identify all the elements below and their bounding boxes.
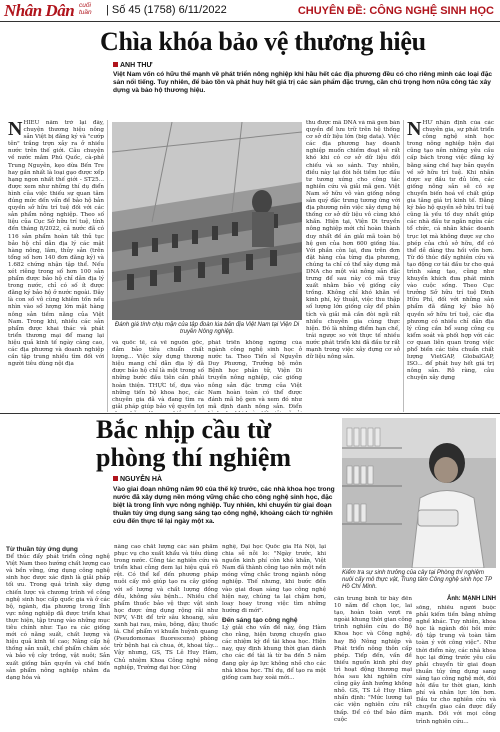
article1-lead: Việt Nam vốn có hữu thế mạnh về phát triển nông nghiệp khi hầu hết các địa phương đều có cho riêng mình các loại đặc sản nổi tiếng. Tuy nhiên, để bảo tồn và phát huy hết giá trị các sản phẩm đặc trưng, cần chú trọng hơn nữa công tác xây dựng và bảo hộ thương hiệu. (113, 71, 493, 94)
square-bullet-icon (113, 62, 118, 67)
article2-col1: Từ thuần túy ứng dụng Để thúc đẩy phát triển công nghệ Việt Nam theo hướng chất lượng cao và bền vững, ứng dụng công nghệ sinh học được xác định là giải pháp tối ưu. Trong quá trình xây dựng chiến lược và chương trình về công nghệ sinh học cấp quốc gia và ở các bộ, ngành, địa phương trong lĩnh vực nông nghiệp đã được triển khai thực hiện, tập trung vào những mục tiêu chính như: Tạo ra các giống mới có năng suất, chất lượng và hiệu quả kinh tế cao; Nâng cấp hệ thống sản xuất, chế phẩm chăm sóc và bảo vệ cây trồng, vật nuôi; Sản xuất giống bản quyền và chế biến sản phẩm nông nghiệp nhằm đa dạng hóa và (6, 546, 110, 681)
article1-byline (113, 62, 152, 69)
section-title: CHUYÊN ĐỀ: CÔNG NGHỆ SINH HỌC (297, 5, 494, 17)
article1-title: Chìa khóa bảo vệ thương hiệu (100, 27, 426, 56)
subheading: Từ thuần túy ứng dụng (6, 546, 78, 553)
article1-photo (112, 122, 302, 320)
article-divider (0, 413, 500, 414)
article1-col2: và quốc tế, cả về nguồn gốc, đảm bảo tiêu chuẩn chất lượng... Việc xây dựng thương hiệu mang chỉ dẫn địa lý đã được bảo hộ chỉ là một trong số những bước đầu tiên cần phải hoàn thiện. THỰC tế, dựa vào những tiến bộ khoa học, các chuyên gia đã và đang tìm ra giải pháp giúp bảo vệ quyền lợi (112, 340, 204, 410)
photo-credit: Ảnh: MẠNH LINH (447, 596, 496, 602)
dropcap: N (8, 120, 23, 140)
newspaper-logo: Nhân Dân (4, 1, 75, 20)
column-divider (403, 120, 404, 412)
article2-title: Bắc nhịp cầu từ phòng thí nghiệm (96, 415, 292, 472)
subheading: Đến sáng tạo công nghệ (222, 616, 298, 624)
issue-info: | Số 45 (1758) 6/11/2022 (106, 4, 227, 16)
article2-lead: Vào giai đoạn những năm 90 của thế kỷ trước, các nhà khoa học trong nước đã xây dựng nền móng vững chắc cho công nghệ sinh học, đặc biệt là trong lĩnh vực nông nghiệp. Tuy nhiên, khi chuyển từ giai đoạn thuần túy ứng dụng sang sáng tạo công nghệ, khoảng cách từ nghiên cứu đến thực tế lại ngày một xa. (113, 486, 335, 525)
article1-col1: NHIỀU năm trở lại đây, chuyện thương hiệu nông sản Việt bị đăng ký và "cướp tên" trắng trợn xảy ra ở nhiều nước trên thế giới. Câu chuyện về nước mắm Phú Quốc, cà-phê Trung Nguyên, kẹo dừa Bến Tre hay gần nhất là loại gạo được xếp hạng ngon nhất thế giới - ST25... được xem như những thí dụ điển hình của việc thiếu sự quan tâm đúng mức đến vấn đề bảo hộ bản quyền sở hữu trí tuệ đối với các sản phẩm nông nghiệp. Theo số liệu của Cục Sở hữu trí tuệ, tính đến tháng 8/2022, cả nước đã có 116 sản phẩm hoàn tất thủ tục bảo hộ chỉ dẫn địa lý các mặt hàng nông, lâm, thủy sản (trên tổng số hơn 140 đơn đăng ký) và 1.682 chứng nhận tập thể. Nếu xét riêng trong số hơn 100 sản phẩm được bảo hộ chỉ dẫn địa lý trong nước, chỉ có số ít được đăng ký bảo hộ ở nước ngoài. Đây là con số vô cùng khiêm tốn nếu nhìn vào số lượng lớn mặt hàng nông sản tiềm năng của Việt Nam. Trong khi, nhiều các sản phẩm được khai thác và phát triển thương mại để mang lại hiệu quả kinh tế ngày càng cao, các địa phương và doanh nghiệp cần tập trung nhiều tìm đối với người tiêu dùng nội địa (8, 120, 104, 368)
article1-photo-caption: Đánh giá tính chịu mặn của tập đoàn lúa bản địa Việt Nam tại Viện Di truyền Nông nghiệp. (114, 322, 300, 336)
byline-text: NGUYỄN HÀ (120, 476, 163, 483)
article1-col5: NHƯ nhận định của các chuyên gia, sự phát triển công nghệ sinh học trong nông nghiệp hiện đại cũng tạo nên những yêu cầu cấp bách trong việc đăng ký bằng sáng chế hay bản quyền về sở hữu trí tuệ. Khi nhãn dược sự đầu tư đủ lớn, các giống nông sản sẽ có sự chuyển biến hoá về chất giúp gia tăng giá trị kinh tế. Đăng ký bảo hộ quyền sở hữu trí tuệ cũng là yếu tố duy nhất giúp các nhà đầu tư ngăn ngừa các tổ chức, cá nhân khác doanh trục lợi mà không được sự cho phép của chủ sở hữu, để có thể dễ dàng thu hồi vốn hơn. Từ đó thúc đẩy nghiên cứu và tạo động cơ tái đầu tư cho quá trình sáng tạo, cũng như khuyến khích đưa phát minh vào cuộc sống. Theo Cục trưởng Sở hữu trí tuệ Đinh Hữu Phí, đối với những sản phẩm đã đăng ký bảo hộ quyền sở hữu trí tuệ, các địa phương có nhiều chỉ dẫn địa lý cũng cần bổ sung công cụ kiểm soát và phối hợp với các cơ quan liên quan trong việc phổ biến các tiêu chuẩn chất lượng VietGAP, GlobalGAP, ISO... để phát huy hết giá trị nông sản. Rõ ràng, câu chuyện xây dựng (407, 120, 494, 382)
column-divider (107, 120, 108, 412)
article2-col4: cần trung bình từ bảy đến 10 năm để chọn lọc, lai tạo, hoàn toàn vượt ra ngoài khung thời gian công trình nghiên cứu do Bộ Khoa học và Công nghệ, hay Bộ Nông nghiệp và Phát triển nông thôn cấp phép. Tiếp đến, vấn đề thiếu nguồn kinh phí duy trì hoạt động thương mại hóa sau khi nghiên cứu cũng gây ảnh hưởng không nhỏ. GS, TS Lê Huy Hàm nhấn định: "Mức lương tại các viện nghiên cứu rất thấp. Để có thể bảo đảm cuộc (334, 596, 412, 723)
article2-col3: nghệ, Đại học Quốc gia Hà Nội, lại chia sẻ nỗi lo: "Ngày trước, khi nguồn kinh phí còn khó khăn, Việt Nam đã thành công tạo nên một nền móng vững chắc trong ngành nông nghiệp. Thế nhưng, khi bước đến vào giai đoạn sáng tạo công nghệ hiện nay, chúng ta lại chậm hơn, loay hoay trong việc tìm những hướng đi mới". Đến sáng tạo công nghệ Lý giải cho vấn đề này, ông Hàm cho rằng, hiện tượng chuyển giao các nhiệm kỳ đề tài khoa học. Hiện nay, quy định khung thời gian dành cho các đề tài là từ ba đến 5 năm đang gây áp lực không nhỏ cho các nhà khoa học. Thí dụ, để tạo ra một giống cam hay xoài mới... (222, 544, 326, 681)
byline-text: ANH THƯ (120, 62, 153, 69)
article2-photo (342, 418, 496, 568)
article1-col4: thu được mã DNA và mã gen bản quyền để lưu trữ trên hệ thống cơ sở dữ liệu lớn (big data). Việc các địa phương hay doanh nghiệp muốn chiếm đoạt sẽ rất khó khi có cơ sở dữ liệu đối chiếu và so sánh. Tuy nhiên, điều này lại đòi hỏi tiềm lực đầu tư tương xứng cho công tác nghiên cứu và giải mã gen. Việt Nam sở hữu vô vàn giống nông sản quý đặc trưng tương ứng với địa phương nên việc xây dựng hệ thống cơ sở dữ liệu vô cùng khó khăn. Hiện tại, Viện Di truyền nông nghiệp mới chỉ hoàn thành duy nhất đề án giải mã toàn bộ hệ gen của hơn 600 giống lúa. Với phần còn lại, đưa trên đơn đặt hàng của từng địa phương, chúng ta chỉ có thể xây dựng mã DNA cho một vài nông sản đặc trưng để sau này có mã truy xuất nhằm bảo vệ giống cây trồng. Không chỉ khó khăn về kinh phí, kỹ thuật, việc thu thập số lượng lớn giống cây để phân tích và giải mã cần đòi ngũ rất nhiều chuyên gia cùng thực hiện. Đó là những điểm hạn chế, trái ngược so với thực tế nhiều nước phát triển khi đã đầu tư rất mạnh trong việc xây dựng cơ sở dữ liệu nông sản. (306, 120, 400, 361)
article2-photo-caption: Kiểm tra sự sinh trưởng của cây tại Phòng thí nghiệm nuôi cấy mô thực vật, Trung tâm Công nghệ sinh học TP Hồ Chí Minh. (342, 570, 492, 591)
article1-col3: phát triển không ngừng của ngành công nghệ sinh học ở nước ta. Theo Tiến sĩ Nguyễn Duy Phương, Trưởng bộ môn Bệnh học phân tử, Viện Di truyền nông nghiệp, các giống nông sản đặc trưng của Việt Nam hoàn toàn có thể được đánh mã bộ gen và xem đó như mã định danh nông sản. Điển (208, 340, 302, 410)
logo-suffix: cuối tuần (79, 2, 92, 16)
article2-col5: sống, nhiều người buộc phải kiếm tiền bằng những nghề khác. Tuy nhiên, khoa học là ngành đòi hỏi mức độ tập trung và toàn tâm toàn ý với công việc". Như thời điểm này, các nhà khoa học lại đứng trước yêu cầu phải chuyển từ giai đoạn thuần túy ứng dụng sang sáng tạo công nghệ mới, đòi hỏi đầu tư thời gian, kinh phí và nhân lực lớn hơn. Đầu tư cho nghiên cứu và chuyển giao cần được đẩy mạnh. Đối với mọi công trình nghiên cứu... (416, 605, 496, 725)
masthead (0, 0, 500, 22)
article2-byline (113, 476, 162, 483)
dropcap: N (407, 120, 422, 140)
article2-col2: nâng cao chất lượng các sản phẩm phục vụ cho xuất khẩu và tiêu dùng trong nước. Công tác nghiên cứu và triển khai cũng đem lại hiệu quả rõ rệt. Có thể kể đến phương pháp nuôi cấy mô giúp tạo ra cây giống với số lượng và chất lượng đồng đều, không sâu bệnh... Nhiều chế phẩm thuốc bảo vệ thực vật sinh học được ứng dụng rộng rãi như NPV, V-Bt để trừ sâu khoang, sâu xanh hại rau, màu, bông, đậu; thuốc lá. Chế phẩm vi khuẩn huỳnh quang (Pseudomonas fluorescens) phòng trừ bệnh hại cà chua, ớt, khoai tây... Vậy nhưng, GS, TS Lê Huy Hàm, Chủ nhiệm Khoa Công nghệ nông nghiệp, Trường đại học Công (114, 544, 218, 671)
square-bullet-icon (113, 476, 118, 481)
